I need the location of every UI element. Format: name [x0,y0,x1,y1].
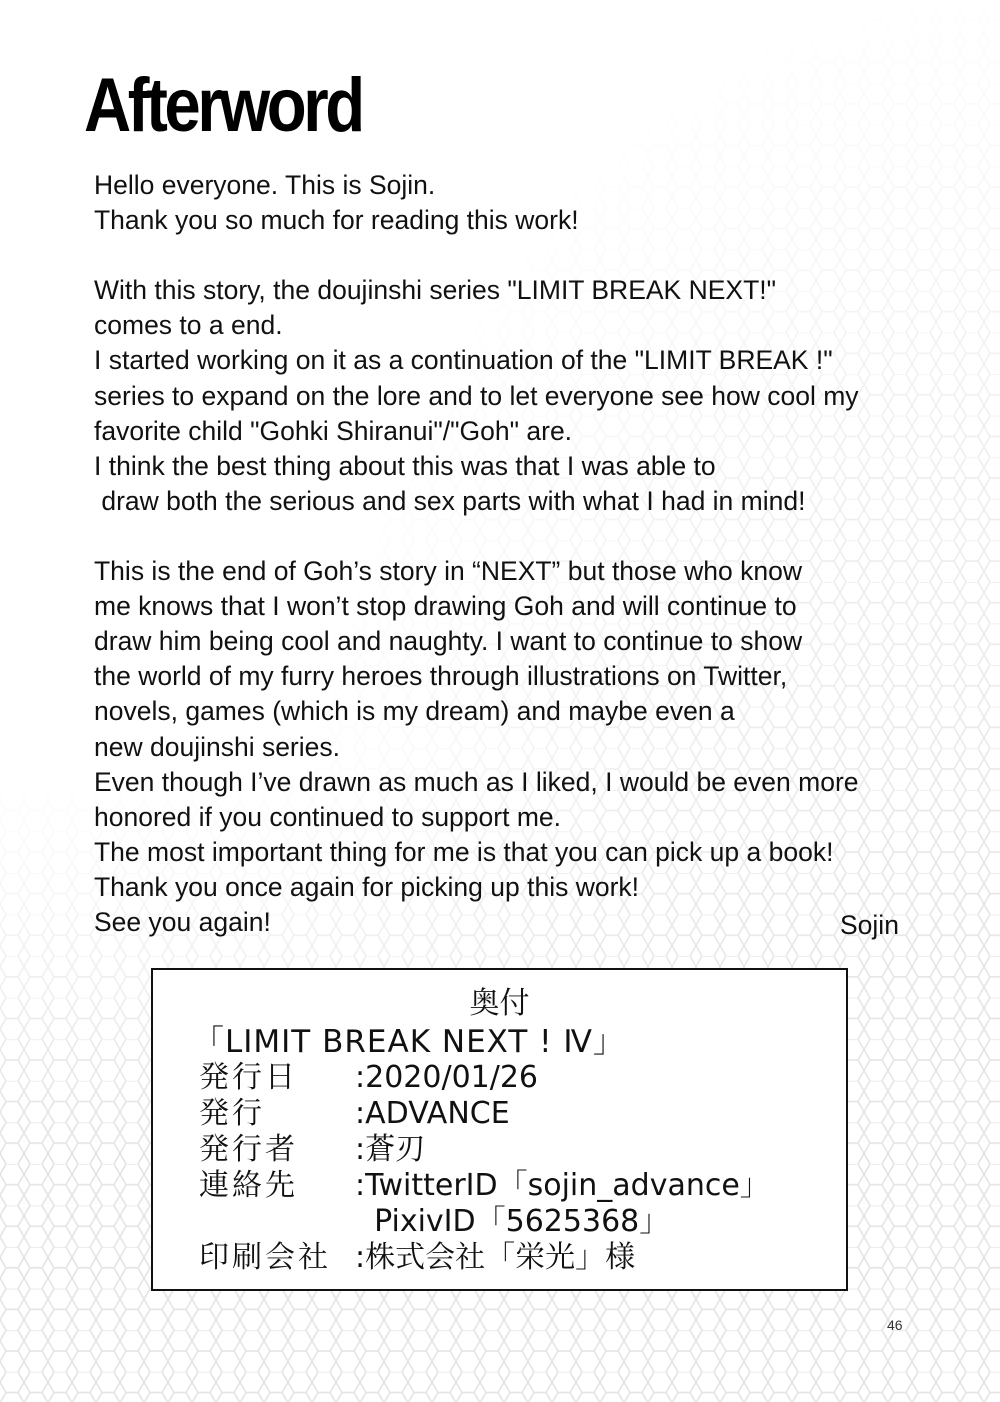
body-line: honored if you continued to support me. [94,801,561,832]
colophon-row-issuer [199,1132,839,1168]
colophon-key: 連絡先 [199,1168,298,1203]
colophon-key: 発行日 [199,1060,298,1095]
body-line: novels, games (which is my dream) and maybe even a [94,696,735,727]
body-line: draw both the serious and sex parts with what I had in mind! [94,485,806,516]
colophon-value: :蒼刃 [355,1132,426,1167]
colophon-box [151,968,848,1291]
colophon-key: 発行者 [199,1132,298,1167]
body-line: I think the best thing about this was that I was able to [94,450,716,481]
colophon-value: :TwitterID「sojin_advance」 [355,1168,770,1203]
body-line: The most important thing for me is that you can pick up a book! [94,836,834,867]
body-line: Thank you once again for picking up this work! [94,871,640,902]
colophon-heading: 奥付 [469,986,530,1021]
body-line: favorite child "Gohki Shiranui"/"Goh" are. [94,415,573,446]
colophon-value: :ADVANCE [355,1096,510,1131]
body-line: With this story, the doujinshi series "LIMIT BREAK NEXT!" [94,275,777,306]
colophon-key: 発行 [199,1096,265,1131]
body-line: This is the end of Goh’s story in “NEXT” but those who know [94,556,802,587]
colophon-value: PixivID「5625368」 [355,1204,670,1239]
body-line: draw him being cool and naughty. I want to continue to show [94,626,803,657]
colophon-row-contact-pixiv [199,1204,839,1240]
author-signature: Sojin [840,910,899,940]
body-line: me knows that I won’t stop drawing Goh and will continue to [94,591,797,622]
colophon-value: :株式会社「栄光」様 [355,1240,636,1275]
body-line: Even though I’ve drawn as much as I liked, I would be even more [94,766,859,797]
colophon-row-release-date [199,1060,839,1096]
body-line: Thank you so much for reading this work! [94,205,579,236]
body-line: new doujinshi series. [94,731,340,762]
body-line: I started working on it as a continuation of the "LIMIT BREAK !" [94,345,833,376]
body-line: Hello everyone. This is Sojin. [94,170,436,200]
colophon-row-contact [199,1168,839,1204]
colophon-key: 印刷会社 [199,1240,331,1275]
colophon-row-printer [199,1240,839,1276]
colophon-value: :2020/01/26 [355,1060,539,1095]
paragraph-gap [94,519,974,554]
body-line: the world of my furry heroes through illustrations on Twitter, [94,661,788,692]
body-line: series to expand on the lore and to let everyone see how cool my [94,380,859,411]
colophon-book-title: 「LIMIT BREAK NEXT ! Ⅳ」 [193,1024,626,1060]
page-title: Afterword [84,63,362,148]
paragraph-gap [94,238,974,273]
page-number: 46 [887,1317,903,1333]
colophon-row-publisher [199,1096,839,1132]
afterword-body [94,168,974,940]
body-line: See you again! [94,906,271,937]
body-line: comes to a end. [94,310,283,341]
